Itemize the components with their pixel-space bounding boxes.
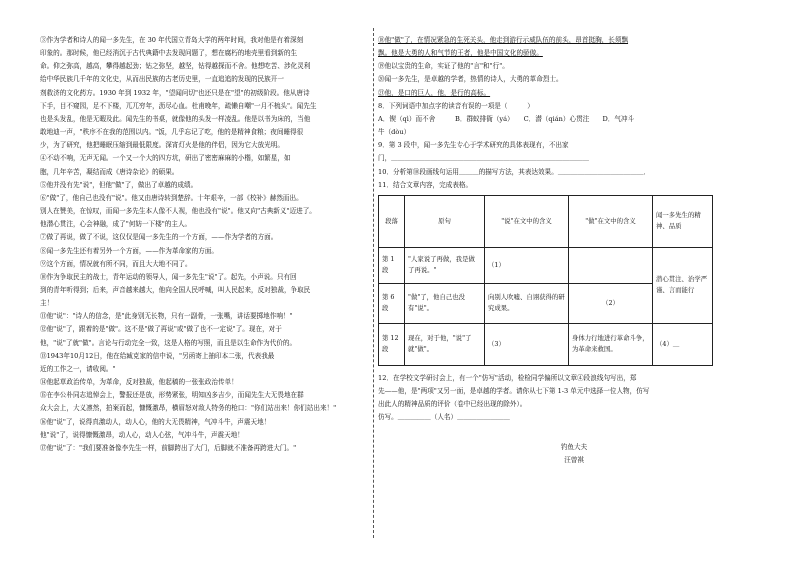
- text-line: 到的青年听得到；后来，声音越来越大，他向全国人民呼喊，叫人民起来，反对独裁，争取民: [40, 285, 311, 294]
- table-cell: 身体力行地进行革命斗争，为革命来救国。: [569, 323, 653, 365]
- answer-table: [378, 195, 713, 366]
- text-line: 剂救济的文化药方。1930 年到 1932 年，"望闻问切"也还只是在"望"的初级阶段。他从唐诗: [40, 88, 310, 97]
- text-line: 命。仰之弥高，越高，攀得越起劲；钻之弥坚，越坚，钻得越探而不舍。他想吃苦、涉化灵利: [40, 62, 311, 71]
- text-line: 主！: [40, 299, 54, 308]
- text-line: ⑨这个方面，情况就有所不同，而且大大地不同了。: [40, 259, 192, 268]
- question-8-options: A．锲（qì）而不舍 B．群蚁排衙（yá） C．潜（qián）心贯注 D．气冲斗: [378, 114, 635, 123]
- table-cell[interactable]: [569, 247, 653, 283]
- left-column: [40, 34, 366, 455]
- table-header: 闻一多先生的精神、品质: [653, 195, 713, 247]
- text-line: 众大会上，大义凛然，拍案而起，慷慨激昂，横眉怒对敌人特务的枪口："你们站出来！你们站出来！": [40, 404, 337, 413]
- text-line: ⑫他"说"了，跟着的是"做"。这不是"做了再说"或"做了也不一定说"了。现在，对于: [40, 325, 282, 334]
- table-header: "做"在文中的含义: [569, 195, 653, 247]
- table-cell: "做"了，他自己也没有"说"。: [405, 283, 485, 323]
- table-header: 段落: [379, 195, 405, 247]
- question-9-blank[interactable]: 门，＿＿＿＿＿＿＿＿＿＿＿＿＿＿＿＿＿＿＿＿＿＿＿＿＿＿＿＿＿＿: [378, 154, 589, 163]
- table-cell[interactable]: （1）: [485, 247, 569, 283]
- table-cell[interactable]: （2）: [569, 283, 653, 323]
- underlined-line: ⑱他"做"了，在情况紧急的生死关头，他走到游行示威队伍的前头，昂首挺胸，长须飘: [378, 36, 629, 44]
- text-line: ⑭他起草政治传单，为革命，反对独裁，他起稿的一张张政治传单！: [40, 378, 238, 387]
- text-line: 也是头发乱，他是无暇及此。闻先生的书桌，就像他的头发一样凌乱。他是以书为床的，当他: [40, 114, 311, 123]
- text-line: ③作为学者和诗人的闻一多先生，在 30 年代国立青岛大学的两年时间，我对他是有着深刻: [40, 36, 304, 44]
- text-line: 胞，几年辛苦，凝结而成《唐诗杂论》的硕果。: [40, 167, 179, 176]
- text-line: ⑲他以宝贵的生命，实证了他的"言"和"行"。: [378, 62, 509, 71]
- text-line: ④不动不响，无声无闻。一个又一个大的四方坑，研出了密密麻麻的小楷，如繁星，如: [40, 154, 291, 163]
- text-line: ⑤他并没有先"说"，但他"做"了，做出了卓越的成绩。: [40, 180, 198, 189]
- text-line: 近的工作之一，请收阅。": [40, 364, 116, 373]
- table-cell: "人家说了再做，我是做了再说。": [405, 247, 485, 283]
- next-article-title: 钓鱼大夫: [560, 442, 588, 451]
- question-12-cont: 先——他，是"两项"又另一面，是卓越的学者。请你从七下第 1-3 单元中选择一位人物，仿写: [378, 387, 650, 396]
- table-cell: 第 1 段: [379, 247, 405, 283]
- text-line: ⑯他"说"了，说得真激动人，动人心，他的大无畏精神，气冲斗牛，声震天地！: [40, 417, 271, 426]
- underlined-line: ㉑他，是口的巨人，他，是行的高标。: [378, 88, 491, 97]
- text-line: 印象的。那时候，他已经消沉于古代典籍中去发现问题了，想在腐朽的地壳里看到新的生: [40, 49, 298, 58]
- table-cell: 潜心贯注、治学严谨、言而能行: [653, 247, 713, 323]
- next-article-author: 汪曾祺: [564, 455, 584, 464]
- table-cell[interactable]: （3）: [485, 323, 569, 365]
- text-line: 别人在赞美，在惊叹，而闻一多先生本人像不人视，他也没有"说"。他又向"古典新义"迈进了。: [40, 207, 316, 216]
- right-column: [378, 34, 770, 467]
- question-12: 12．在学校文学研讨会上，有一个"仿写"活动，检检同学偏所以文章④段浪线句写出，郑: [378, 373, 637, 382]
- question-8: 8．下列词语中加点字的读音有误的一项是（ ）: [378, 101, 534, 110]
- question-10[interactable]: 10．分析第⑩段画线句运用＿＿＿的描写方法，其表达效果。＿＿＿＿＿＿＿＿＿＿＿＿＿．: [378, 167, 651, 176]
- text-line: 他"说"了，说得慷慨激昂，动人心，动人心弦，气冲斗牛，声震天地！: [40, 430, 244, 439]
- table-cell: 现在，对于他，"说"了就"做"。: [405, 323, 485, 365]
- table-cell: 向别人吹嘘、自诩获得的研究成果。: [485, 283, 569, 323]
- text-line: 他，"说"了就"做"。言论与行动完全一致，这是人格的写照，而且是以生命作为代价的。: [40, 338, 297, 347]
- column-divider: [373, 28, 374, 538]
- table-header: "说"在文中的含义: [485, 195, 569, 247]
- text-line: 少，为了研究，他把睡眠压缩到最低限度。深宵灯火是他的伴侣，因为它大放光明。: [40, 141, 284, 150]
- text-line: 敢地迪一声，"秩序不在我的范围以内。"饭，几乎忘记了吃，他的是精神食粮；夜间睡得很: [40, 128, 304, 137]
- text-line: 下手，目不窥园，足不下楼，兀兀穷年，沥尽心血。杜甫晚年，疏懒自嘲"一月不梳头"。闻先生: [40, 101, 317, 110]
- text-line: ⑬1943年10月12日，他在给臧克家的信中说，"另函寄上抽印本二张，代表我最: [40, 351, 275, 360]
- underlined-line: 飘。他是大勇的人和气节的王者，他是中国文化的骄傲。: [378, 49, 543, 58]
- text-line: ⑮在李公朴同志追悼会上，警报还是放，形势紧张，明知凶多吉少，而闻先生大无畏地在群: [40, 391, 304, 400]
- text-line: ⑦做了再说，做了不说，这仅仅是闻一多先生的一个方面，——作为学者的方面。: [40, 233, 278, 242]
- text-line: ⑩作为争取民主的战士，青年运动的领导人，闻一多先生"说"了。起先，小声说。只有回: [40, 272, 297, 281]
- table-cell[interactable]: （4）＿: [653, 323, 713, 365]
- text-line: ⑪他"说"："诗人的信念，是"此身别无长物，只有一副骨，一张嘴，讲话要掷地作响！": [40, 312, 293, 321]
- text-line: 他潜心贯注，心会神融，成了"何妨一下楼"的主人。: [40, 220, 192, 229]
- text-line: ⑥"做"了，他自己也没有"说"。他又由唐诗转到楚辞。十年艰辛，一部《校补》赫然而出。: [40, 193, 303, 202]
- text-line: 给中华民族几千年的文化史，从而出民族的古老历史里，一直追追的发现的民族开一: [40, 75, 284, 84]
- text-line: ⑧闻一多先生还有着另外一个方面，——作为革命家的方面。: [40, 246, 219, 255]
- question-11: 11．结合文章内容，完成表格。: [378, 180, 473, 189]
- table-cell: 第 6 段: [379, 283, 405, 323]
- question-8-options-cont: 牛（dòu）: [378, 128, 411, 137]
- text-line: ⑰他"说"了："我们要准备像李先生一样，前脚跨出了大门，后脚就不准备再跨进大门。": [40, 443, 297, 452]
- imitation-blank[interactable]: 仿写。＿＿＿＿＿（人名）＿＿＿＿＿＿＿＿: [378, 413, 510, 422]
- question-12-cont: 出此人的精神品质的评价（卷中已经出现的除外）。: [378, 400, 527, 409]
- table-header: 原句: [405, 195, 485, 247]
- question-9: 9．第 3 段中，闻一多先生专心于学术研究的具体表现有，不出家: [378, 141, 569, 150]
- table-cell: 第 12 段: [379, 323, 405, 365]
- text-line: ⑳闻一多先生，是卓越的学者，热情的诗人，大勇的革命烈士。: [378, 75, 563, 84]
